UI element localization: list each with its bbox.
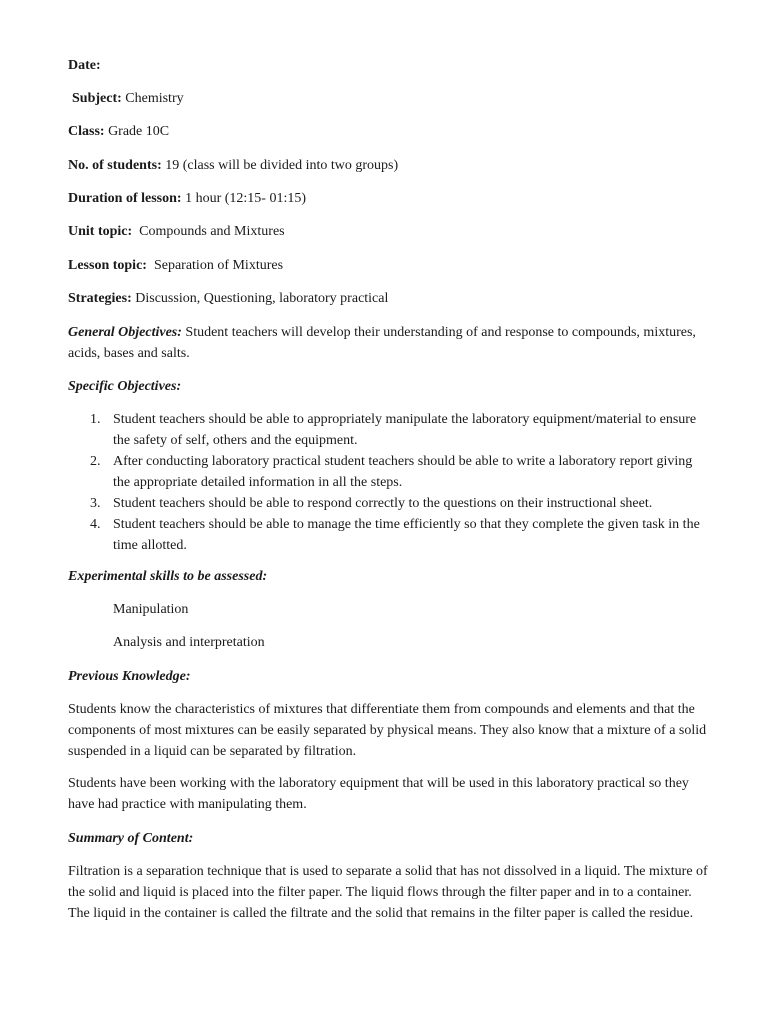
list-item-text: Student teachers should be able to appropriately manipulate the laboratory equipment/material to ensure the safety of self, others and the equipment. <box>113 412 697 448</box>
strategies-line <box>68 288 708 309</box>
summary-heading <box>68 828 708 849</box>
class-line <box>68 121 708 142</box>
duration-line <box>68 188 708 209</box>
duration-label: Duration of lesson: <box>68 191 182 206</box>
students-value: 19 (class will be divided into two groups) <box>165 158 399 173</box>
previous-knowledge-heading <box>68 666 708 687</box>
summary-text: Filtration is a separation technique that is used to separate a solid that has not dissolved in a liquid. The mixture of the solid and liquid is placed into the filter paper. The liquid flows through the filter paper and in to a container. The liquid in the container is called the filtrate and the solid that remains in the filter paper is called the residue. <box>68 864 708 921</box>
lesson-topic-value: Separation of Mixtures <box>153 258 284 273</box>
class-value: Grade 10C <box>108 124 170 139</box>
specific-objectives-list <box>68 409 708 556</box>
date-line <box>68 55 708 76</box>
subject-value: Chemistry <box>125 91 184 106</box>
strategies-label: Strategies: <box>68 291 132 306</box>
strategies-value: Discussion, Questioning, laboratory practical <box>135 291 389 306</box>
list-item-number: 4. <box>90 517 101 532</box>
paragraph-text: Students know the characteristics of mixtures that differentiate them from compounds and elements and that the components of most mixtures can be easily separated by physical means. They also know that a mixture of a solid suspended in a liquid can be separated by filtration. <box>68 702 707 759</box>
general-objectives-label: General Objectives: <box>68 325 182 340</box>
summary-paragraph <box>68 861 708 924</box>
list-item-text: Student teachers should be able to respond correctly to the questions on their instructional sheet. <box>113 496 653 511</box>
previous-knowledge-paragraph <box>68 699 708 762</box>
paragraph-text: Students have been working with the laboratory equipment that will be used in this laboratory practical so they have had practice with manipulating them. <box>68 776 689 812</box>
list-item-text: After conducting laboratory practical student teachers should be able to write a laboratory report giving the appropriate detailed information in all the steps. <box>113 454 693 490</box>
duration-value: 1 hour (12:15- 01:15) <box>185 191 306 206</box>
list-item-number: 2. <box>90 454 101 469</box>
lesson-topic-label: Lesson topic: <box>68 258 147 273</box>
list-item-number: 1. <box>90 412 101 427</box>
skill-item-text: Analysis and interpretation <box>113 635 265 650</box>
list-item <box>68 493 708 514</box>
specific-objectives-label: Specific Objectives: <box>68 379 182 394</box>
general-objectives-text: Student teachers will develop their understanding of and response to compounds, mixtures, acids, bases and salts. <box>68 325 696 361</box>
students-line <box>68 155 708 176</box>
specific-objectives-heading <box>68 376 708 397</box>
previous-knowledge-label: Previous Knowledge: <box>68 669 191 684</box>
general-objectives <box>68 322 708 364</box>
skill-item <box>113 599 753 620</box>
skills-label: Experimental skills to be assessed: <box>68 569 268 584</box>
skill-item-text: Manipulation <box>113 602 189 617</box>
lesson-topic-line <box>68 255 708 276</box>
class-label: Class: <box>68 124 105 139</box>
unit-topic-value: Compounds and Mixtures <box>139 224 285 239</box>
previous-knowledge-paragraph <box>68 773 708 815</box>
list-item <box>68 451 708 493</box>
list-item-text: Student teachers should be able to manage the time efficiently so that they complete the given task in the time allotted. <box>113 517 700 553</box>
subject-line <box>72 88 712 109</box>
date-label: Date: <box>68 58 101 73</box>
skills-heading <box>68 566 708 587</box>
skill-item <box>113 632 753 653</box>
unit-topic-line <box>68 221 708 242</box>
list-item-number: 3. <box>90 496 101 511</box>
subject-label: Subject: <box>72 91 122 106</box>
list-item <box>68 514 708 556</box>
students-label: No. of students: <box>68 158 162 173</box>
list-item <box>68 409 708 451</box>
unit-topic-label: Unit topic: <box>68 224 133 239</box>
summary-label: Summary of Content: <box>68 831 194 846</box>
